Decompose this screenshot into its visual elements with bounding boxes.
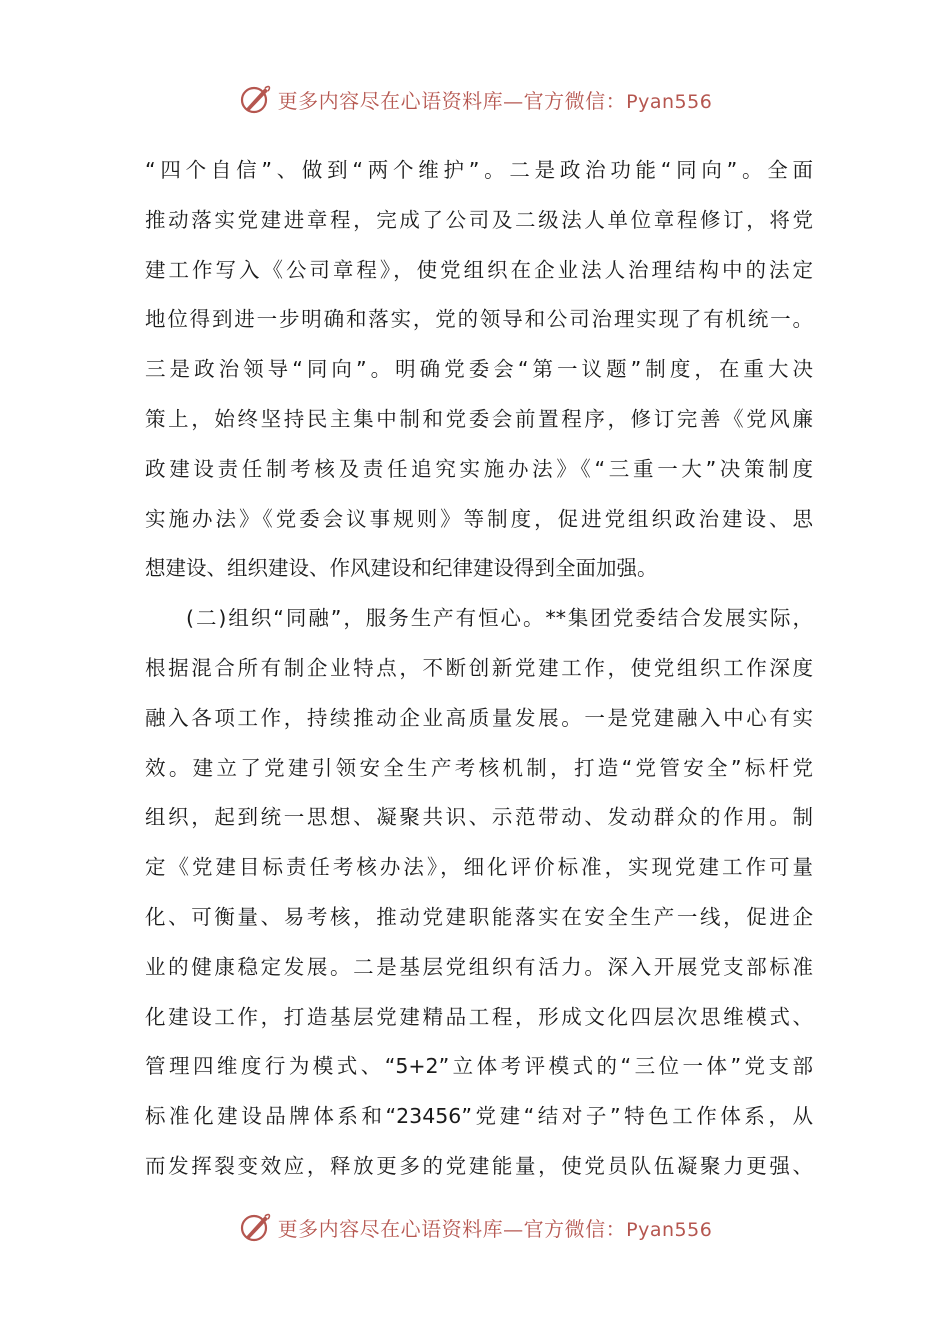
body-line: 三是政治领导“同向”。明确党委会“第一议题”制度，在重大决 <box>145 357 813 382</box>
body-line: 而发挥裂变效应，释放更多的党建能量，使党员队伍凝聚力更强、 <box>145 1153 813 1178</box>
quill-pen-logo-icon <box>238 82 272 116</box>
body-line: 效。建立了党建引领安全生产考核机制，打造“党管安全”标杆党 <box>145 755 813 780</box>
body-line: 根据混合所有制企业特点，不断创新党建工作，使党组织工作深度 <box>145 655 813 680</box>
quill-pen-logo-icon <box>238 1210 272 1244</box>
body-line: 标准化建设品牌体系和“23456”党建“结对子”特色工作体系，从 <box>145 1104 813 1129</box>
body-line: 化、可衡量、易考核，推动党建职能落实在安全生产一线，促进企 <box>145 904 813 929</box>
body-line: 定《党建目标责任考核办法》，细化评价标准，实现党建工作可量 <box>145 855 813 880</box>
watermark-text: 更多内容尽在心语资料库—官方微信：Pyan556 <box>277 88 713 113</box>
footer-watermark <box>0 1210 950 1244</box>
document-body <box>145 151 813 1197</box>
body-line: 政建设责任制考核及责任追究实施办法》《“三重一大”决策制度 <box>145 456 813 481</box>
body-line: 化建设工作，打造基层党建精品工程，形成文化四层次思维模式、 <box>145 1004 813 1029</box>
body-line: 地位得到进一步明确和落实，党的领导和公司治理实现了有机统一。 <box>145 307 813 332</box>
section-heading-line: (二)组织“同融”，服务生产有恒心。**集团党委结合发展实际， <box>186 606 813 631</box>
body-line: “四个自信”、做到“两个维护”。二是政治功能“同向”。全面 <box>145 158 813 182</box>
body-line: 想建设、组织建设、作风建设和纪律建设得到全面加强。 <box>145 556 658 581</box>
body-line: 管理四维度行为模式、“5+2”立体考评模式的“三位一体”党支部 <box>145 1054 813 1079</box>
body-line: 业的健康稳定发展。二是基层党组织有活力。深入开展党支部标准 <box>145 954 813 979</box>
header-watermark <box>0 82 950 116</box>
body-line: 组织，起到统一思想、凝聚共识、示范带动、发动群众的作用。制 <box>145 805 813 830</box>
body-line: 实施办法》《党委会议事规则》等制度，促进党组织政治建设、思 <box>145 506 813 531</box>
body-line: 建工作写入《公司章程》，使党组织在企业法人治理结构中的法定 <box>145 257 813 282</box>
body-line: 策上，始终坚持民主集中制和党委会前置程序，修订完善《党风廉 <box>145 406 813 431</box>
watermark-text: 更多内容尽在心语资料库—官方微信：Pyan556 <box>277 1216 713 1241</box>
body-line: 融入各项工作，持续推动企业高质量发展。一是党建融入中心有实 <box>145 705 813 730</box>
body-line: 推动落实党建进章程，完成了公司及二级法人单位章程修订，将党 <box>145 207 813 232</box>
